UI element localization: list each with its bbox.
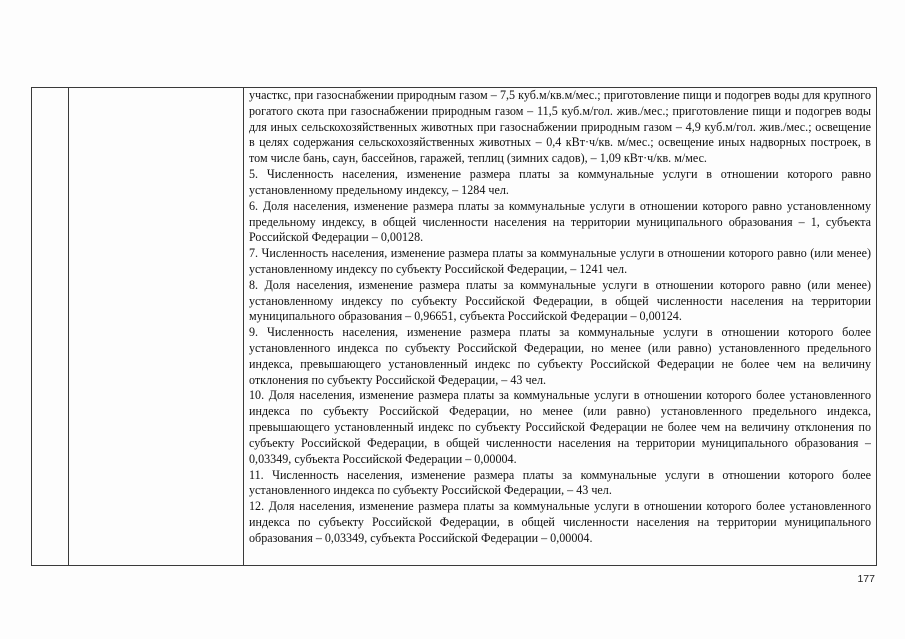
paragraph-continuation: участкс, при газоснабжении природным газом – 7,5 куб.м/кв.м/мес.; приготовление пищи и подогрев воды для крупного рогатого скота при газоснабжении природным газом – 11,5 куб.м/гол. жив./мес.; приготовление пищи и подогрев воды для иных сельскохозяйственных животных при газоснабжении природным газом – 4,9 куб.м/гол. жив./мес.; освещение в целях содержания сельскохозяйственных животных – 0,4 кВт·ч/кв. м/мес.; освещение иных надворных построек, в том числе бань, саун, бассейнов, гаражей, теплиц (зимних садов), – 1,09 кВт·ч/кв. м/мес.: [249, 88, 871, 166]
paragraph-item-12: 12. Доля населения, изменение размера платы за коммунальные услуги в отношении которого более установленного индекса по субъекту Российской Федерации, в общей численности населения на территории муниципального образования – 0,03349, субъекта Российской Федерации – 0,00004.: [249, 499, 871, 545]
column-divider-1: [68, 88, 69, 565]
paragraph-item-6: 6. Доля населения, изменение размера платы за коммунальные услуги в отношении которого равно установленному предельному индексу, в общей численности населения на территории муниципального образования – 1, субъекта Российской Федерации – 0,00128.: [249, 198, 871, 245]
paragraph-item-10: 10. Доля населения, изменение размера платы за коммунальные услуги в отношении которого более установленного индекса по субъекту Российской Федерации, но менее (или равно) установленного предельного индекса, превышающего установленный индекс по субъекту Российской Федерации не более чем на величину отклонения по субъекту Российской Федерации, в общей численности населения на территории муниципального образования – 0,03349, субъекта Российской Федерации – 0,00004.: [249, 388, 871, 466]
table-text-cell: [249, 88, 871, 565]
page-number: 177: [857, 573, 875, 585]
paragraph-item-7: 7. Численность населения, изменение размера платы за коммунальные услуги в отношении которого равно (или менее) установленному индексу по субъекту Российской Федерации, – 1241 чел.: [249, 246, 871, 276]
paragraph-item-11: 11. Численность населения, изменение размера платы за коммунальные услуги в отношении которого более установленного индекса по субъекту Российской Федерации, – 43 чел.: [249, 467, 871, 498]
paragraph-item-5: 5. Численность населения, изменение размера платы за коммунальные услуги в отношении которого равно установленному предельному индексу, – 1284 чел.: [249, 167, 871, 197]
column-divider-2: [243, 88, 244, 565]
paragraph-item-9: 9. Численность населения, изменение размера платы за коммунальные услуги в отношении которого более установленного индекса по субъекту Российской Федерации, но менее (или равно) установленного предельного индекса, превышающего установленный индекс по субъекту Российской Федерации не более чем на величину отклонения по субъекту Российской Федерации, – 43 чел.: [249, 325, 871, 387]
paragraph-item-8: 8. Доля населения, изменение размера платы за коммунальные услуги в отношении которого равно (или менее) установленному индексу по субъекту Российской Федерации, в общей численности населения на территории муниципального образования – 0,96651, субъекта Российской Федерации – 0,00124.: [249, 277, 871, 324]
document-table: [31, 87, 877, 566]
